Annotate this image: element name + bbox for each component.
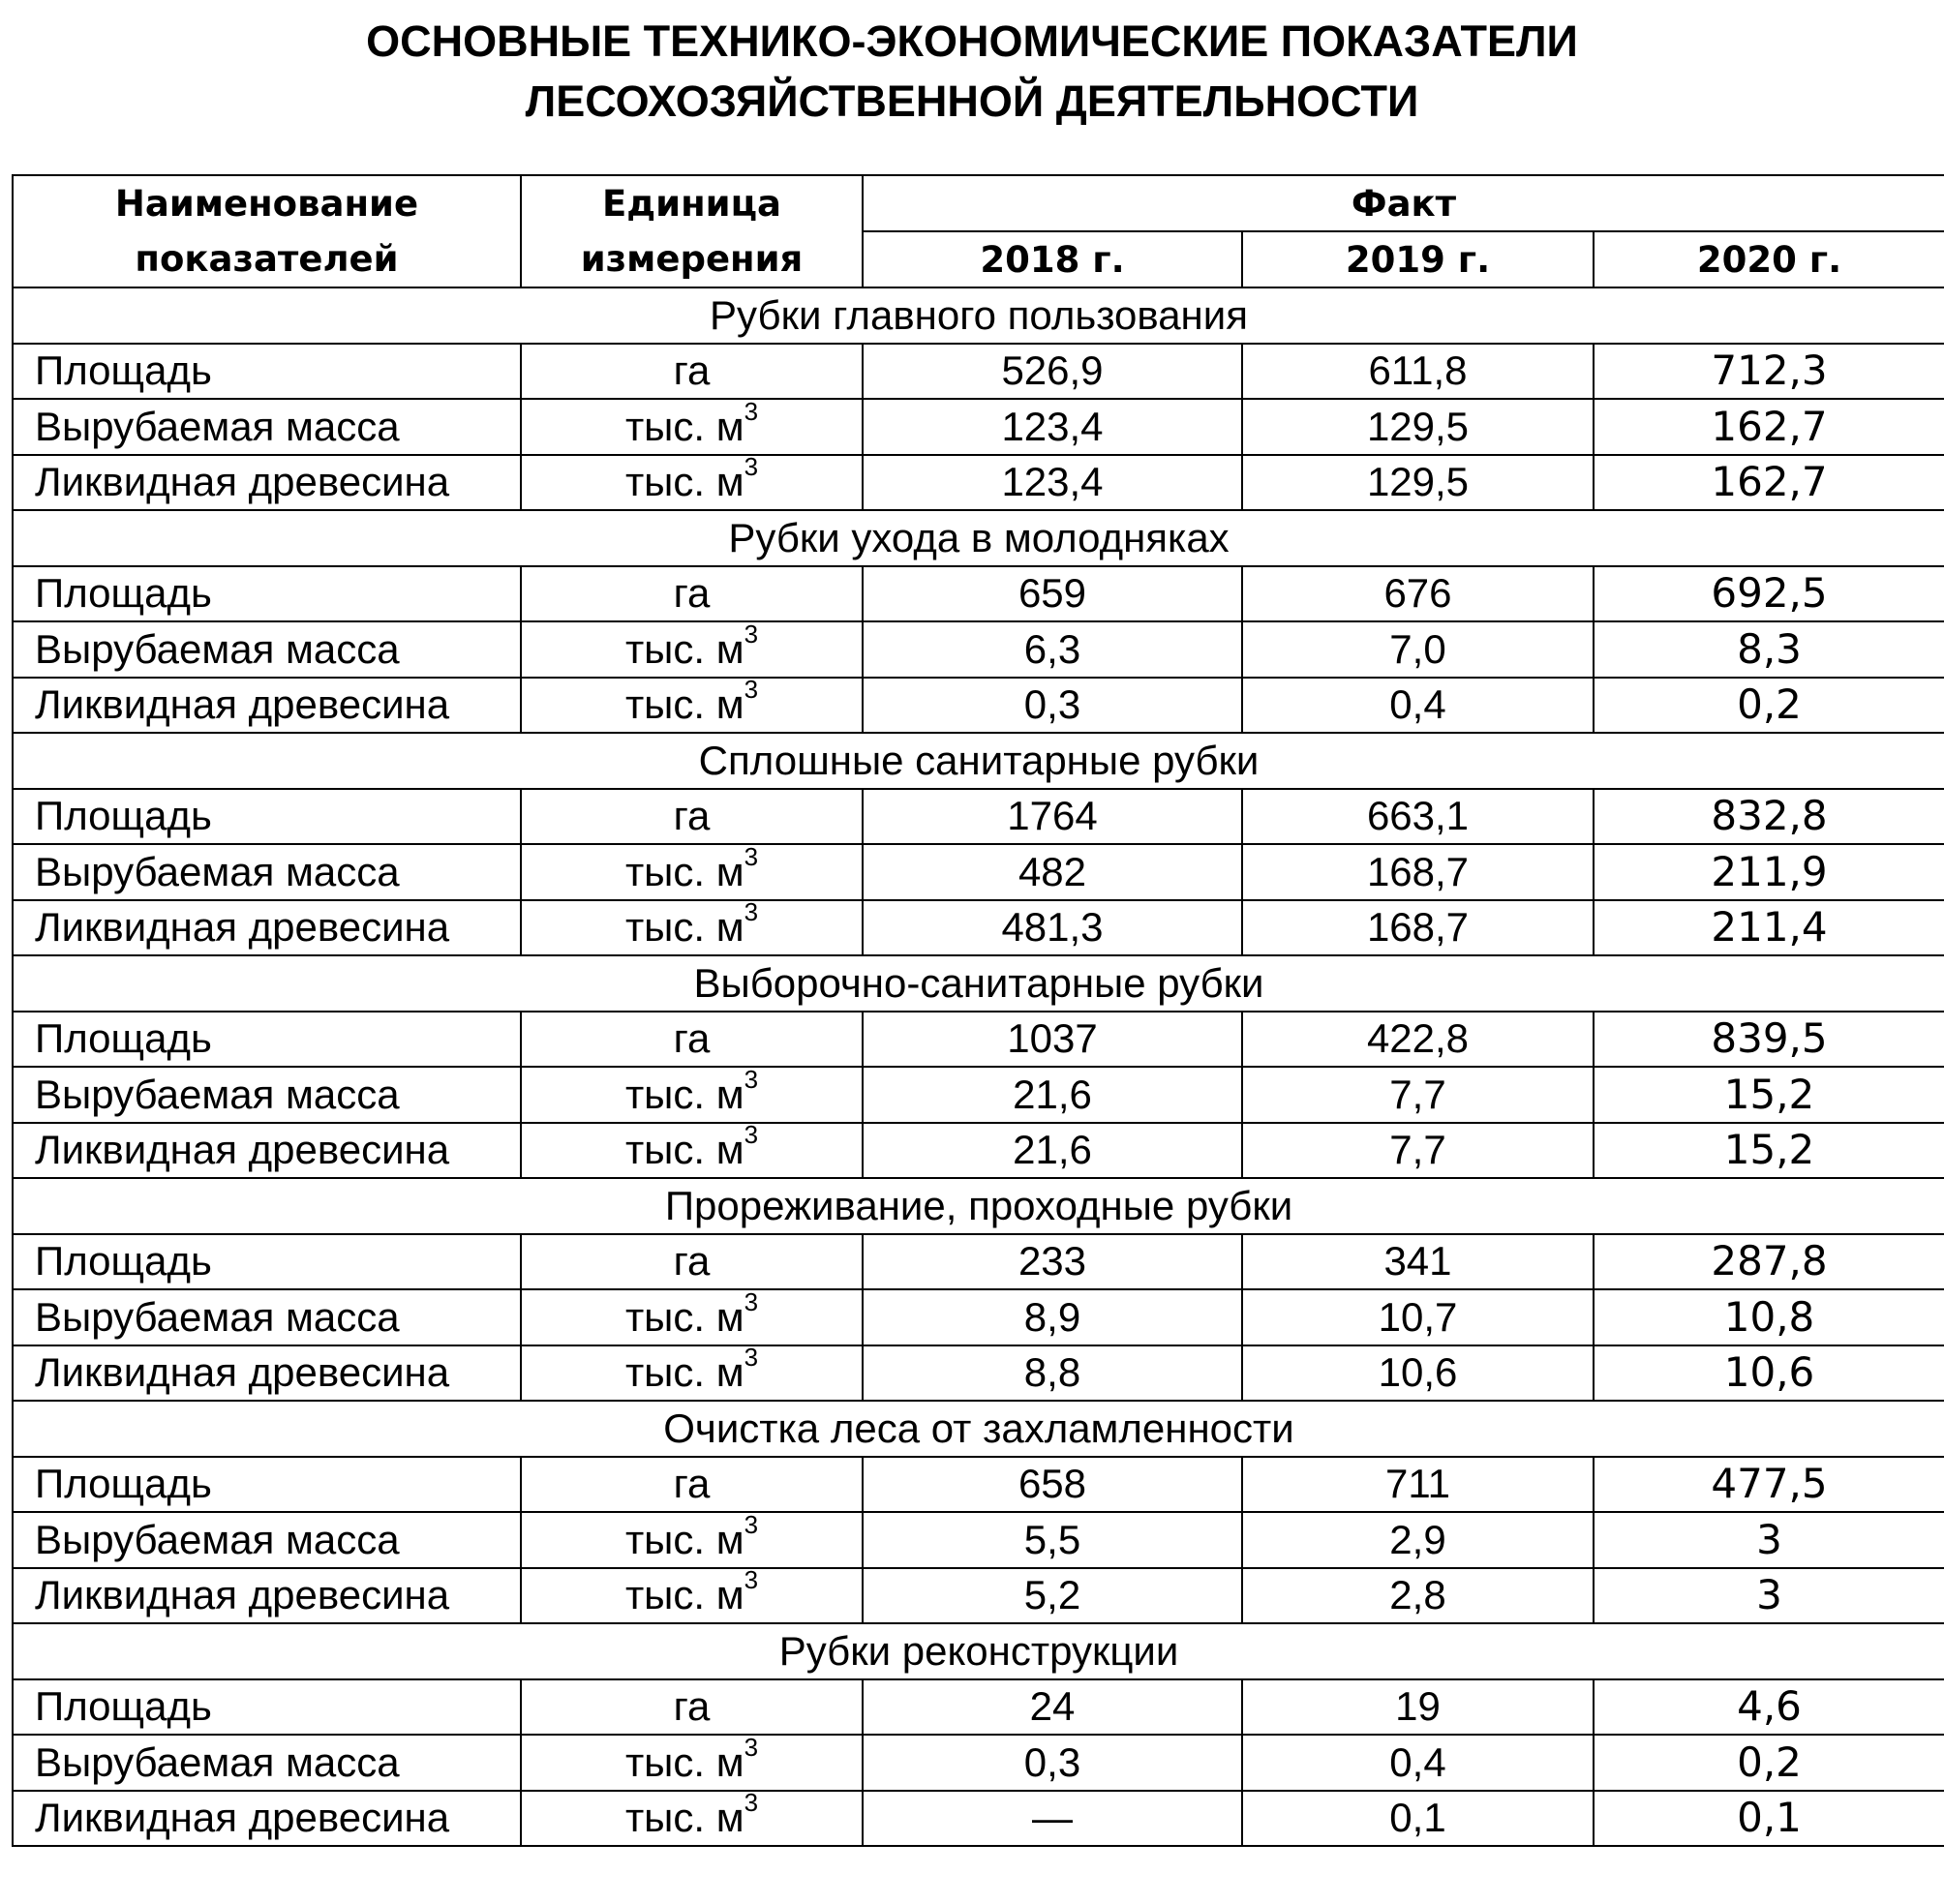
value-2019: 2,9 [1242,1512,1594,1568]
value-2019: 10,6 [1242,1345,1594,1402]
table-row [13,900,1944,956]
table-row [13,1289,1944,1345]
value-2018: 658 [863,1457,1242,1513]
value-2020: 0,2 [1594,678,1944,734]
value-2019: 7,7 [1242,1123,1594,1179]
indicator-name: Вырубаемая масса [13,1735,521,1791]
section-row [13,733,1944,789]
section-title: Выборочно-санитарные рубки [13,955,1944,1012]
unit-exponent: 3 [744,621,759,649]
unit-cell [521,1289,863,1345]
section-title: Прореживание, проходные рубки [13,1178,1944,1234]
unit-label: га [673,1015,711,1062]
indicator-name: Ликвидная древесина [13,1568,521,1624]
unit-label: тыс. м [624,1071,744,1117]
value-2020: 839,5 [1594,1012,1944,1068]
section-title: Сплошные санитарные рубки [13,733,1944,789]
unit-exponent: 3 [744,1345,759,1373]
value-2020: 287,8 [1594,1234,1944,1290]
table-row [13,1457,1944,1513]
unit-exponent: 3 [744,844,759,871]
value-2018: 0,3 [863,678,1242,734]
value-2018: 1764 [863,789,1242,845]
unit-cell [521,1735,863,1791]
value-2018: 24 [863,1679,1242,1736]
unit-label: тыс. м [624,1738,744,1785]
unit-label: тыс. м [624,904,744,951]
unit-cell [521,344,863,400]
unit-exponent: 3 [744,1289,759,1316]
indicator-name: Вырубаемая масса [13,621,521,678]
indicator-name: Ликвидная древесина [13,678,521,734]
unit-exponent: 3 [744,1735,759,1762]
unit-label: тыс. м [624,681,744,728]
indicator-name: Вырубаемая масса [13,1289,521,1345]
indicator-name: Вырубаемая масса [13,1067,521,1123]
indicator-name: Площадь [13,1012,521,1068]
value-2020: 3 [1594,1568,1944,1624]
unit-cell [521,1791,863,1847]
value-2018: 8,9 [863,1289,1242,1345]
table-row [13,1512,1944,1568]
value-2019: 341 [1242,1234,1594,1290]
unit-cell [521,1012,863,1068]
value-2018: 21,6 [863,1067,1242,1123]
value-2020: 4,6 [1594,1679,1944,1736]
indicator-name: Ликвидная древесина [13,1345,521,1402]
unit-cell [521,678,863,734]
value-2019: 129,5 [1242,399,1594,455]
unit-label: тыс. м [624,403,744,449]
value-2019: 676 [1242,566,1594,622]
value-2019: 0,1 [1242,1791,1594,1847]
unit-label: тыс. м [624,1349,744,1396]
table-row [13,1123,1944,1179]
indicator-name: Ликвидная древесина [13,900,521,956]
value-2019: 711 [1242,1457,1594,1513]
value-2018: 659 [863,566,1242,622]
unit-exponent: 3 [744,1067,759,1094]
section-row [13,955,1944,1012]
unit-label: тыс. м [624,1516,744,1562]
title-line-2: ЛЕСОХОЗЯЙСТВЕННОЙ ДЕЯТЕЛЬНОСТИ [525,76,1419,126]
value-2018: 5,5 [863,1512,1242,1568]
value-2018: — [863,1791,1242,1847]
indicator-name: Ликвидная древесина [13,1123,521,1179]
title-line-1: ОСНОВНЫЕ ТЕХНИКО-ЭКОНОМИЧЕСКИЕ ПОКАЗАТЕЛИ [366,16,1578,66]
unit-label: га [673,1238,711,1284]
unit-label: га [673,793,711,839]
value-2020: 0,1 [1594,1791,1944,1847]
value-2020: 3 [1594,1512,1944,1568]
value-2020: 8,3 [1594,621,1944,678]
indicator-name: Площадь [13,1234,521,1290]
value-2019: 168,7 [1242,844,1594,900]
table-row [13,1345,1944,1402]
value-2019: 422,8 [1242,1012,1594,1068]
indicator-name: Ликвидная древесина [13,455,521,511]
table-row [13,1012,1944,1068]
value-2020: 162,7 [1594,399,1944,455]
indicator-name: Ликвидная древесина [13,1791,521,1847]
unit-exponent: 3 [744,399,759,426]
unit-cell [521,900,863,956]
unit-cell [521,844,863,900]
table-row [13,566,1944,622]
unit-cell [521,789,863,845]
value-2018: 481,3 [863,900,1242,956]
section-title: Рубки ухода в молодняках [13,510,1944,566]
value-2019: 0,4 [1242,678,1594,734]
unit-label: тыс. м [624,459,744,505]
indicator-name: Площадь [13,566,521,622]
value-2018: 5,2 [863,1568,1242,1624]
table-row [13,1791,1944,1847]
unit-label: тыс. м [624,1127,744,1173]
unit-cell [521,1123,863,1179]
unit-cell [521,1512,863,1568]
table-body [13,287,1944,1846]
value-2019: 7,7 [1242,1067,1594,1123]
section-title: Рубки главного пользования [13,287,1944,344]
value-2018: 123,4 [863,399,1242,455]
value-2018: 21,6 [863,1123,1242,1179]
value-2019: 0,4 [1242,1735,1594,1791]
value-2019: 663,1 [1242,789,1594,845]
value-2019: 19 [1242,1679,1594,1736]
unit-cell [521,1345,863,1402]
table-row [13,1679,1944,1736]
header-fact: Факт [863,175,1944,231]
value-2018: 482 [863,844,1242,900]
unit-label: га [673,1683,711,1730]
value-2018: 526,9 [863,344,1242,400]
header-unit-column: Единица измерения [521,175,863,287]
indicator-name: Площадь [13,344,521,400]
unit-exponent: 3 [744,1567,759,1595]
section-title: Рубки реконструкции [13,1623,1944,1679]
unit-exponent: 3 [744,899,759,927]
unit-cell [521,1067,863,1123]
value-2020: 712,3 [1594,344,1944,400]
value-2020: 211,9 [1594,844,1944,900]
value-2020: 15,2 [1594,1123,1944,1179]
unit-cell [521,455,863,511]
unit-label: тыс. м [624,1795,744,1841]
table-row [13,789,1944,845]
indicator-name: Площадь [13,1679,521,1736]
table-row [13,1067,1944,1123]
section-row [13,510,1944,566]
value-2020: 10,6 [1594,1345,1944,1402]
value-2019: 7,0 [1242,621,1594,678]
unit-label: тыс. м [624,1572,744,1618]
indicator-name: Площадь [13,1457,521,1513]
value-2019: 168,7 [1242,900,1594,956]
unit-label: тыс. м [624,848,744,894]
section-row [13,1178,1944,1234]
table-row [13,844,1944,900]
unit-label: га [673,348,711,394]
unit-label: га [673,1461,711,1507]
indicator-name: Вырубаемая масса [13,844,521,900]
value-2018: 123,4 [863,455,1242,511]
value-2020: 692,5 [1594,566,1944,622]
indicators-table [12,174,1944,1847]
unit-cell [521,566,863,622]
value-2020: 211,4 [1594,900,1944,956]
unit-cell [521,1568,863,1624]
section-row [13,287,1944,344]
value-2020: 162,7 [1594,455,1944,511]
header-year-2020: 2020 г. [1594,231,1944,287]
header-year-2018: 2018 г. [863,231,1242,287]
document-title [0,12,1944,132]
table-row [13,678,1944,734]
table-row [13,1568,1944,1624]
section-row [13,1623,1944,1679]
table-row [13,1735,1944,1791]
unit-label: тыс. м [624,625,744,672]
table-row [13,344,1944,400]
unit-exponent: 3 [744,1122,759,1150]
value-2020: 477,5 [1594,1457,1944,1513]
value-2018: 1037 [863,1012,1242,1068]
section-title: Очистка леса от захламленности [13,1401,1944,1457]
unit-cell [521,399,863,455]
value-2018: 233 [863,1234,1242,1290]
unit-exponent: 3 [744,1512,759,1539]
unit-exponent: 3 [744,1790,759,1818]
table-row [13,399,1944,455]
unit-label: тыс. м [624,1293,744,1340]
value-2020: 832,8 [1594,789,1944,845]
unit-cell [521,621,863,678]
value-2018: 8,8 [863,1345,1242,1402]
unit-exponent: 3 [744,677,759,705]
section-row [13,1401,1944,1457]
value-2019: 2,8 [1242,1568,1594,1624]
value-2019: 129,5 [1242,455,1594,511]
value-2020: 15,2 [1594,1067,1944,1123]
indicator-name: Вырубаемая масса [13,1512,521,1568]
value-2018: 6,3 [863,621,1242,678]
indicator-name: Вырубаемая масса [13,399,521,455]
value-2020: 10,8 [1594,1289,1944,1345]
unit-cell [521,1679,863,1736]
value-2019: 611,8 [1242,344,1594,400]
table-row [13,621,1944,678]
value-2019: 10,7 [1242,1289,1594,1345]
value-2018: 0,3 [863,1735,1242,1791]
header-year-2019: 2019 г. [1242,231,1594,287]
unit-cell [521,1234,863,1290]
table-row [13,455,1944,511]
indicator-name: Площадь [13,789,521,845]
table-row [13,1234,1944,1290]
unit-label: га [673,570,711,617]
unit-cell [521,1457,863,1513]
unit-exponent: 3 [744,454,759,482]
header-name-column: Наименование показателей [13,175,521,287]
value-2020: 0,2 [1594,1735,1944,1791]
